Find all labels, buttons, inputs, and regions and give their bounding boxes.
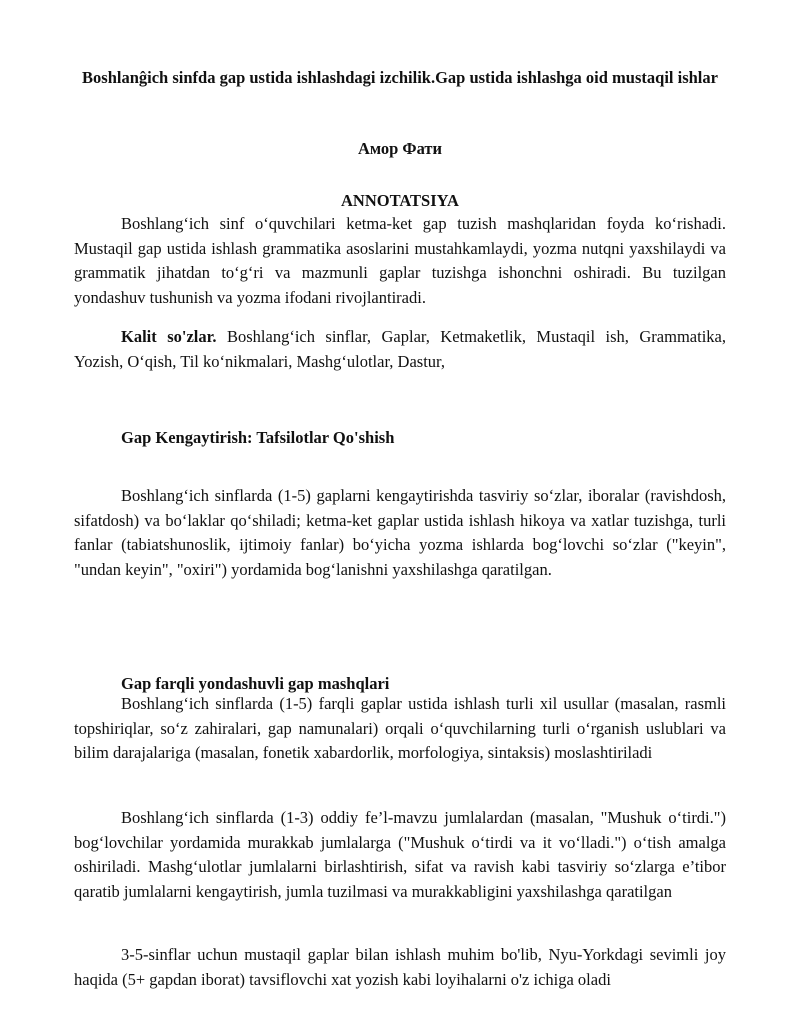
annotation-heading: ANNOTATSIYA xyxy=(341,191,459,210)
section2-paragraph-2: Boshlang‘ich sinflarda (1-3) oddiy fe’l-mavzu jumlalardan (masalan, "Mushuk o‘tirdi.") bog‘lovchilar yordamida murakkab jumlalarga ("Mushuk o‘tirdi va it vo‘lladi.") o‘tish amalga oshiriladi. Mashg‘ulotlar jumlalarni birlashtirish, sifat va ravish kabi tasviriy so‘zlarga e’tibor qaratib jumlalarni kengaytirish, jumla tuzilmasi va murakkabligini yaxshilashga qaratilgan xyxy=(74,808,726,901)
keywords-label: Kalit so'zlar. xyxy=(121,327,217,346)
document-title: Boshlanĝich sinfda gap ustida ishlashdagi izchilik.Gap ustida ishlashga oid mustaqil ishlar xyxy=(82,68,718,87)
section2-heading: Gap farqli yondashuvli gap mashqlari xyxy=(121,674,390,693)
section1-heading: Gap Kengaytirish: Tafsilotlar Qo'shish xyxy=(121,428,395,447)
keywords-paragraph xyxy=(74,325,726,374)
section1-text: Boshlang‘ich sinflarda (1-5) gaplarni kengaytirishda tasviriy so‘zlar, iboralar (ravishdosh, sifatdosh) va bo‘laklar qo‘shiladi; ketma-ket gaplar ustida ishlash hikoya va xatlar tuzishga, turli fanlar (tabiatshunoslik, ijtimoiy fanlar) bo‘yicha yozma ishlarda bog‘lovchi so‘zlar ("keyin", "undan keyin", "oxiri") yordamida bog‘lanishni yaxshilashga qaratilgan. xyxy=(74,486,726,579)
section2-paragraph-3: 3-5-sinflar uchun mustaqil gaplar bilan ishlash muhim bo'lib, Nyu-Yorkdagi sevimli joy haqida (5+ gapdan iborat) tavsiflovchi xat yozish kabi loyihalarni o'z ichiga oladi xyxy=(74,945,726,989)
section2-paragraph-1: Boshlang‘ich sinflarda (1-5) farqli gaplar ustida ishlash turli xil usullar (masalan, rasmli topshiriqlar, so‘z zahiralari, gap namunalari) orqali o‘quvchilarning turli o‘rganish uslublari va bilim darajalariga (masalan, fonetik xabardorlik, morfologiya, sintaksis) moslashtiriladi xyxy=(74,694,726,762)
annotation-text: Boshlang‘ich sinf o‘quvchilari ketma-ket gap tuzish mashqlaridan foyda ko‘rishadi. Mustaqil gap ustida ishlash grammatika asoslarini mustahkamlaydi, yozma nutqni yaxshilaydi va grammatik jihatdan to‘g‘ri va mazmunli gaplar tuzishga ishonchni oshiradi. Bu tuzilgan yondashuv tushunish va yozma ifodani rivojlantiradi. xyxy=(74,214,726,307)
author-name: Амор Фати xyxy=(357,139,443,158)
keywords-text: Boshlang‘ich sinflar, Gaplar, Ketmaketlik, Mustaqil ish, Grammatika, Yozish, O‘qish, Til ko‘nikmalari, Mashg‘ulotlar, Dastur, xyxy=(74,327,726,371)
